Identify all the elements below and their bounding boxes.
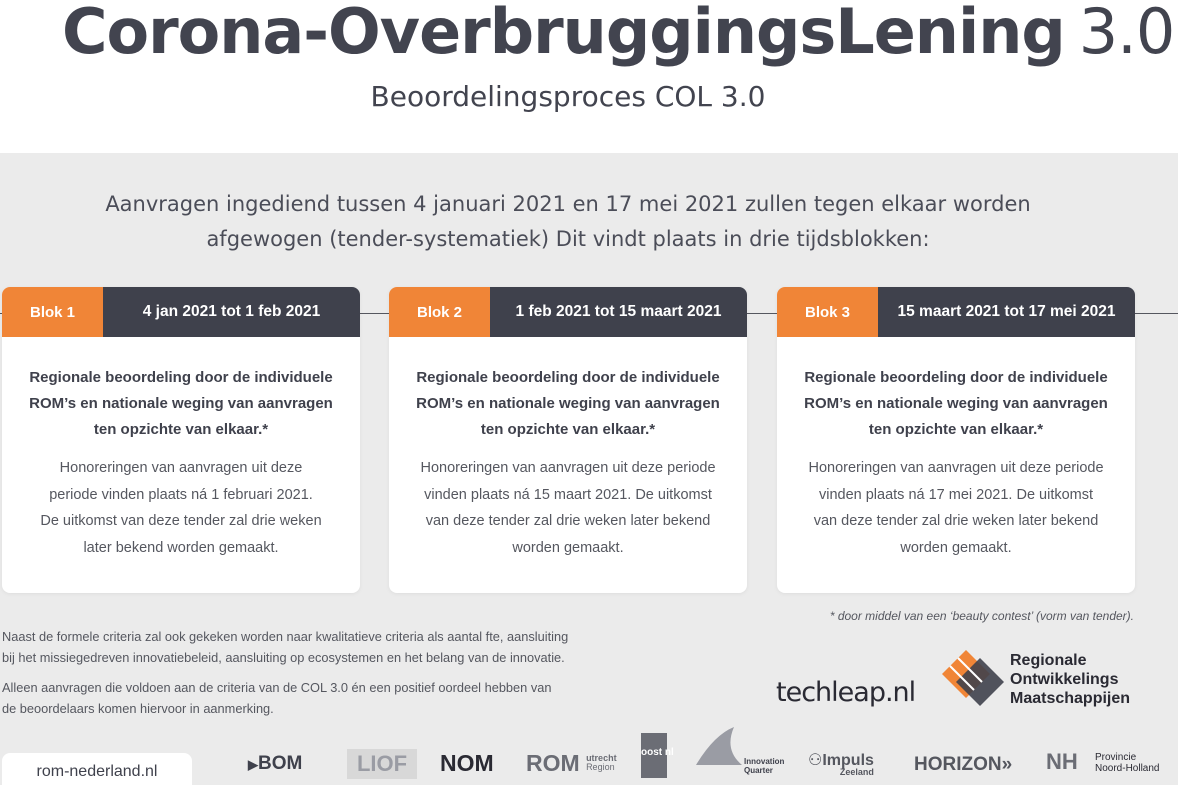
block-body-line: periode vinden plaats ná 1 februari 2021. <box>49 486 313 503</box>
block-bold-line: Regionale beoordeling door de individuele <box>804 369 1108 386</box>
block-bold-line: ten opzichte van elkaar.* <box>93 421 269 438</box>
block-bold-line: ROM’s en nationale weging van aanvragen <box>29 395 333 412</box>
block-bold-line: ROM’s en nationale weging van aanvragen <box>804 395 1108 412</box>
rom-diamond-logo-icon <box>940 648 1006 706</box>
block-body-text-3 <box>793 455 1119 561</box>
block-header-3 <box>777 287 1135 337</box>
block-period-1: 4 jan 2021 tot 1 feb 2021 <box>103 287 360 337</box>
page-title <box>62 0 1174 68</box>
block-body-line: worden gemaakt. <box>512 539 624 556</box>
note-line: Naast de formele criteria zal ook gekeken worden naar kwalitatieve criteria als aantal fte, aansluiting <box>2 629 569 644</box>
block-body-line: De uitkomst van deze tender zal drie weken <box>40 513 322 529</box>
rom-utrecht-text: ROM <box>526 750 580 776</box>
nh-text: Noord-Holland <box>1095 763 1160 774</box>
impuls-sub: Zeeland <box>839 767 874 777</box>
horizon-logo <box>914 754 1012 776</box>
block-bold-line: ten opzichte van elkaar.* <box>480 421 656 438</box>
horizon-text: HORIZON <box>914 754 1002 775</box>
rom-logo-text <box>1010 651 1130 708</box>
block-body-line: vinden plaats ná 17 mei 2021. De uitkomst <box>818 486 1094 503</box>
title-version: 3.0 <box>1078 0 1175 68</box>
block-label-1: Blok 1 <box>2 287 103 337</box>
note-line: de beoordelaars komen hiervoor in aanmerking. <box>2 701 274 716</box>
block-body-line: Honoreringen van aanvragen uit deze <box>59 460 303 476</box>
intro-line-2: afgewogen (tender-systematiek) Dit vindt plaats in drie tijdsblokken: <box>206 227 930 251</box>
oost-nl-logo: oost nl <box>641 733 667 778</box>
block-card-2 <box>389 287 747 593</box>
block-body-line: worden gemaakt. <box>900 539 1012 556</box>
nh-crest-icon: NH <box>1046 749 1078 774</box>
block-body-text-1 <box>18 455 344 561</box>
noord-holland-logo <box>1095 752 1159 774</box>
block-bold-text-1 <box>18 365 344 443</box>
block-header-1 <box>2 287 360 337</box>
block-header-2 <box>389 287 747 337</box>
techleap-logo: techleap.nl <box>776 677 916 708</box>
block-body-text-2 <box>405 455 731 561</box>
block-label-2: Blok 2 <box>389 287 490 337</box>
innovation-quarter-logo-icon <box>694 725 744 775</box>
rom-utrecht-logo <box>526 750 617 777</box>
rom-utrecht-sub: Region <box>586 762 615 772</box>
block-bold-line: Regionale beoordeling door de individuele <box>29 369 333 386</box>
block-body-line: later bekend worden gemaakt. <box>83 539 279 556</box>
block-bold-text-3 <box>793 365 1119 443</box>
bom-logo-text: BOM <box>258 753 303 774</box>
block-body-line: Honoreringen van aanvragen uit deze periode <box>808 460 1104 476</box>
criteria-note <box>2 626 642 668</box>
rom-text-line: Maatschappijen <box>1010 690 1131 707</box>
impuls-icon: ⚇ <box>808 752 823 769</box>
block-bold-line: ROM’s en nationale weging van aanvragen <box>416 395 720 412</box>
block-body-line: Honoreringen van aanvragen uit deze periode <box>420 460 716 476</box>
note-line: bij het missiegedreven innovatiebeleid, aansluiting op ecosystemen en het belang van de innovatie. <box>2 650 565 665</box>
iq-text: Innovation <box>744 757 785 766</box>
bom-logo: ▶BOM <box>248 753 303 774</box>
rom-utrecht-sub: utrecht <box>586 753 617 763</box>
title-main: Corona-OverbruggingsLening <box>62 0 1065 68</box>
impuls-text: Impuls <box>822 752 874 769</box>
block-card-1 <box>2 287 360 593</box>
website-link[interactable]: rom-nederland.nl <box>2 753 192 785</box>
rom-text-line: Ontwikkelings <box>1010 671 1119 688</box>
block-bold-text-2 <box>405 365 731 443</box>
intro-line-1: Aanvragen ingediend tussen 4 januari 2021 en 17 mei 2021 zullen tegen elkaar worden <box>105 192 1031 216</box>
nom-logo: NOM <box>440 750 494 776</box>
block-body-line: van deze tender zal drie weken later bekend <box>813 513 1099 529</box>
rom-text-line: Regionale <box>1010 652 1087 669</box>
block-bold-line: ten opzichte van elkaar.* <box>868 421 1044 438</box>
main-content <box>0 153 1178 785</box>
block-bold-line: Regionale beoordeling door de individuele <box>416 369 720 386</box>
innovation-quarter-logo <box>744 757 784 775</box>
iq-text: Quarter <box>744 766 773 775</box>
eligibility-note <box>2 677 642 719</box>
block-period-3: 15 maart 2021 tot 17 mei 2021 <box>878 287 1135 337</box>
page-header <box>0 0 1178 153</box>
block-body-line: vinden plaats ná 15 maart 2021. De uitkomst <box>424 486 712 503</box>
nh-text: Provincie <box>1095 752 1137 763</box>
intro-text <box>0 187 1136 257</box>
block-card-3 <box>777 287 1135 593</box>
page-subtitle: Beoordelingsproces COL 3.0 <box>370 80 766 113</box>
block-period-2: 1 feb 2021 tot 15 maart 2021 <box>490 287 747 337</box>
note-line: Alleen aanvragen die voldoen aan de criteria van de COL 3.0 én een positief oordeel hebben van <box>2 680 552 695</box>
block-body-line: van deze tender zal drie weken later bekend <box>425 513 711 529</box>
block-label-3: Blok 3 <box>777 287 878 337</box>
chevron-icon: » <box>1001 754 1013 775</box>
liof-logo: LIOF <box>347 749 417 779</box>
impuls-zeeland-logo <box>808 750 874 777</box>
footnote: * door middel van een ‘beauty contest’ (vorm van tender). <box>829 609 1134 623</box>
